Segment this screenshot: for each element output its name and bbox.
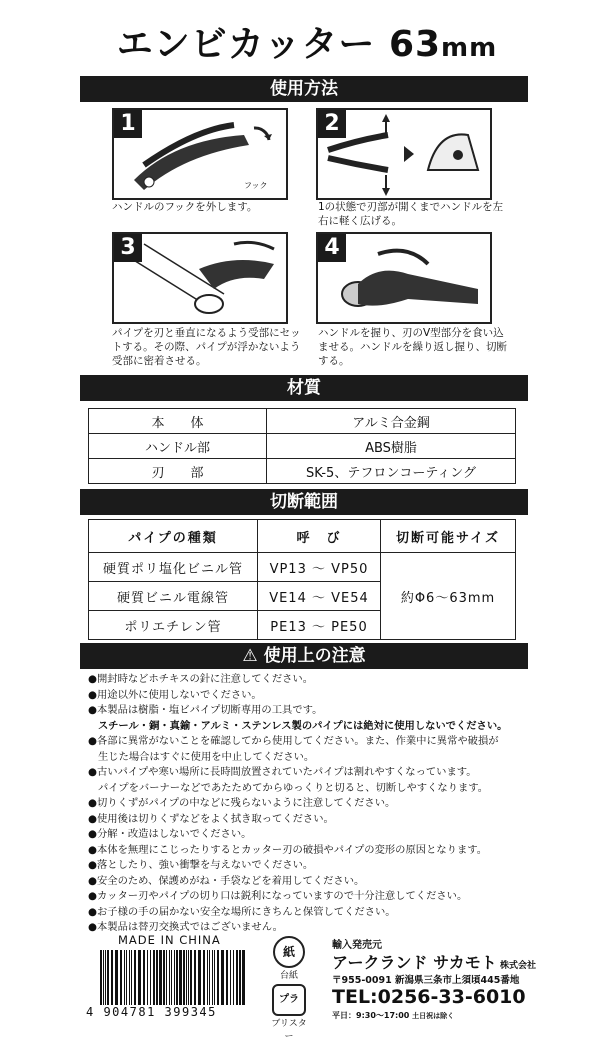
table-row: ポリエチレン管 PE13 ～ PE50 (89, 611, 516, 640)
barcode-bar (242, 950, 245, 1005)
barcode-bar (214, 950, 215, 1005)
list-item: ●本製品は樹脂・塩ビパイプ切断専用の工具です。 (88, 704, 323, 716)
list-item: ●開封時などホチキスの針に注意してください。 (88, 673, 314, 685)
list-item: ●落としたり、強い衝撃を与えないでください。 (88, 859, 314, 871)
list-item: ●古いパイプや寒い場所に長時間放置されていたパイプは割れやすくなっています。 (88, 766, 477, 778)
barcode-bar (212, 950, 213, 1005)
barcode-bar (169, 950, 170, 1005)
barcode-bar (209, 950, 210, 1005)
barcode-bar (176, 950, 178, 1005)
barcode-bar (179, 950, 182, 1005)
barcode-bar (131, 950, 132, 1005)
company-tel: TEL:0256-33-6010 (332, 986, 526, 1008)
plastic-recycle-mark: プラ ブリスター (270, 984, 308, 1042)
step-1-illustration (112, 108, 288, 200)
barcode-bar (174, 950, 175, 1005)
section-usage: 使用方法 (80, 76, 528, 102)
hook-label: フック (244, 181, 268, 190)
barcode-bar (126, 950, 127, 1005)
table-header-row: パイプの種類 呼 び 切断可能サイズ (89, 520, 516, 553)
step-3-caption: パイプを刃と垂直になるよう受部にセットする。その際、パイプが浮かないよう受部に密着させる。 (112, 327, 301, 367)
page-title: エンビカッター 63mm (116, 24, 498, 65)
barcode-bar (150, 950, 151, 1005)
barcode-bar (166, 950, 167, 1005)
barcode-bar (153, 950, 155, 1005)
company-hours: 平日：9:30～17:00 土日祝は除く (332, 1011, 455, 1020)
barcode-bar (134, 950, 136, 1005)
barcode-bar (207, 950, 208, 1005)
barcode-bar (111, 950, 113, 1005)
barcode-bar (230, 950, 231, 1005)
list-item: ●カッター刃やパイプの切り口は鋭利になっていますので十分注意してください。 (88, 890, 468, 902)
barcode-bar (129, 950, 130, 1005)
barcode-bar (226, 950, 228, 1005)
barcode-bar (221, 950, 224, 1005)
table-row: 硬質ポリ塩化ビニル管 VP13 ～ VP50 約Φ6～63mm (89, 553, 516, 582)
table-row: 刃 部 SK-5、テフロンコーティング (89, 459, 516, 484)
paper-recycle-mark: 紙 台紙 (270, 936, 308, 981)
step-number: 4 (318, 234, 346, 262)
material-table (88, 408, 516, 484)
table-row: ハンドル部 ABS樹脂 (89, 434, 516, 459)
barcode-bar (194, 950, 196, 1005)
barcode-bar (124, 950, 125, 1005)
list-item: ●用途以外に使用しないでください。 (88, 688, 262, 701)
barcode-bar (120, 950, 122, 1005)
company-name: アークランド サカモト 株式会社 (332, 953, 536, 972)
barcode-bar (190, 950, 192, 1005)
barcode-bar (103, 950, 104, 1005)
list-item: ●使用後は切りくずなどをよく拭き取ってください。 (88, 812, 334, 825)
barcode-bar (188, 950, 189, 1005)
list-item: ●各部に異常がないことを確認してから使用してください。また、作業中に異常や破損が (88, 735, 499, 747)
step-3-illustration (112, 232, 288, 324)
section-cut-range: 切断範囲 (80, 489, 528, 515)
step-number: 1 (114, 110, 142, 138)
list-item: ●本製品は替刃交換式ではございません。 (88, 921, 283, 933)
paper-recycle-icon: 紙 (273, 936, 305, 968)
list-item: ●本体を無理にこじったりするとカッター刃の破損やパイプの変形の原因となります。 (88, 843, 488, 856)
barcode-bar (156, 950, 158, 1005)
barcode-bar (239, 950, 241, 1005)
barcode-bar (198, 950, 201, 1005)
barcode-bar (236, 950, 238, 1005)
barcode (98, 950, 248, 1005)
cut-range-table (88, 519, 516, 640)
barcode-bar (183, 950, 185, 1005)
section-material: 材質 (80, 375, 528, 401)
list-item: ●切りくずがパイプの中などに残らないように注意してください。 (88, 797, 396, 809)
barcode-number: 4 904781 399345 (86, 1005, 217, 1019)
barcode-bar (143, 950, 145, 1005)
table-row: 本 体 アルミ合金鋼 (89, 409, 516, 434)
barcode-bar (138, 950, 141, 1005)
barcode-bar (186, 950, 187, 1005)
caution-notes (88, 672, 528, 936)
step-2-illustration (316, 108, 492, 200)
step-number: 3 (114, 234, 142, 262)
barcode-bar (147, 950, 148, 1005)
table-row: 硬質ビニル電線管 VE14 ～ VE54 (89, 582, 516, 611)
barcode-bar (163, 950, 165, 1005)
company-address: 〒955-0091 新潟県三条市上須頃445番地 (332, 975, 520, 986)
barcode-bar (107, 950, 109, 1005)
list-item: ●分解・改造はしないでください。 (88, 828, 252, 840)
barcode-bar (203, 950, 205, 1005)
barcode-bar (233, 950, 234, 1005)
list-item: ●安全のため、保護めがね・手袋などを着用してください。 (88, 874, 365, 887)
barcode-bar (217, 950, 219, 1005)
step-number: 2 (318, 110, 346, 138)
list-item: パイプをバーナーなどであたためてからゆっくりと切ると、切断しやすくなります。 (98, 781, 489, 794)
barcode-bar (115, 950, 118, 1005)
plastic-recycle-icon: プラ (272, 984, 306, 1016)
list-item: スチール・銅・真鍮・アルミ・ステンレス製のパイプには絶対に使用しないでください。 (98, 719, 508, 732)
warning-icon: ⚠ (242, 646, 258, 666)
barcode-bar (100, 950, 102, 1005)
list-item: 生じた場合はすぐに使用を中止してください。 (98, 750, 315, 763)
barcode-bar (105, 950, 106, 1005)
list-item: ●お子様の手の届かない安全な場所にきちんと保管してください。 (88, 905, 396, 918)
step-2-caption: 1の状態で刃部が開くまでハンドルを左右に軽く広げる。 (318, 201, 504, 227)
made-in-label: MADE IN CHINA (118, 933, 221, 947)
step-4-caption: ハンドルを握り、刃のV型部分を食い込ませる。ハンドルを繰り返し握り、切断する。 (318, 327, 507, 367)
barcode-bar (171, 950, 172, 1005)
step-1-caption: ハンドルのフックを外します。 (112, 201, 258, 213)
step-4-illustration (316, 232, 492, 324)
barcode-bar (159, 950, 162, 1005)
section-caution: ⚠ 使用上の注意 (80, 643, 528, 669)
importer-label: 輸入発売元 (332, 940, 382, 951)
